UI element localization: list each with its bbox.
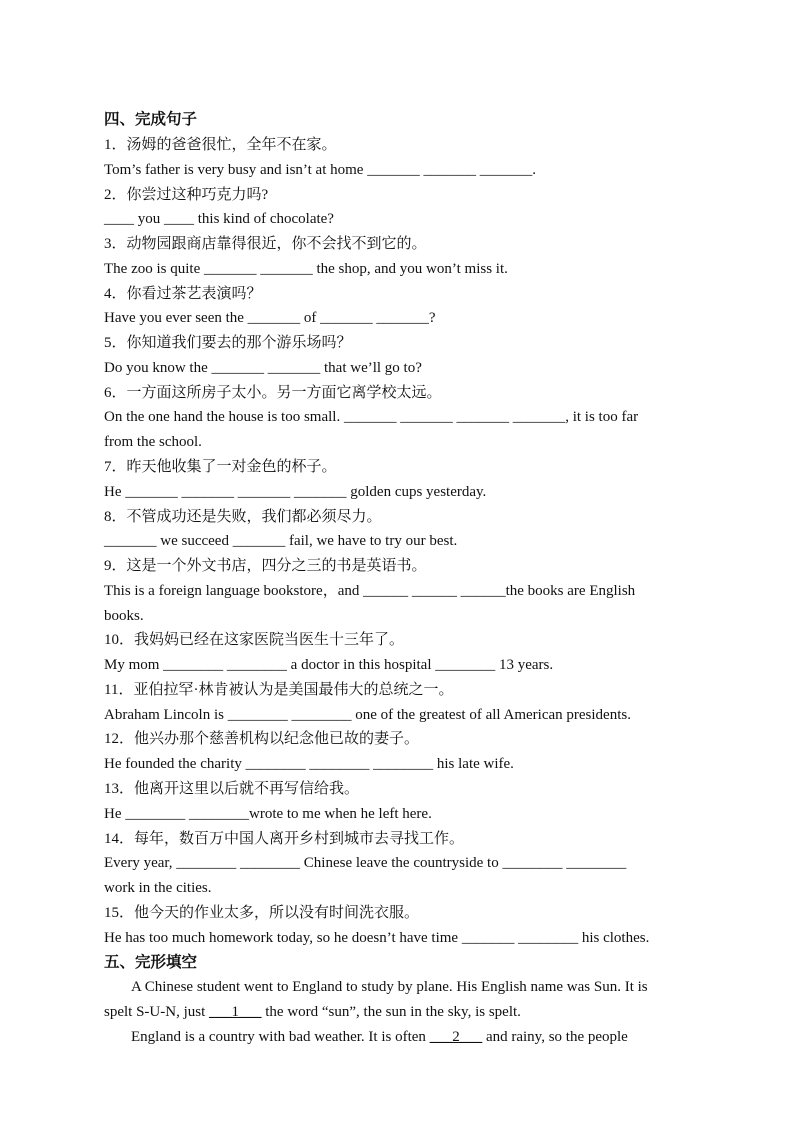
cloze-text: England is a country with bad weather. It is often	[131, 1029, 430, 1045]
cloze-blank-1: ___1___	[209, 1004, 262, 1020]
cloze-paragraph-1-line-1: A Chinese student went to England to study by plane. His English name was Sun. It is	[131, 979, 648, 995]
cloze-paragraph-2-line-1	[131, 1027, 628, 1047]
question-4-english: Have you ever seen the _______ of _______ _______?	[104, 310, 436, 326]
question-2-english: ____ you ____ this kind of chocolate?	[104, 211, 334, 227]
question-5-chinese: 5．你知道我们要去的那个游乐场吗？	[104, 335, 352, 351]
question-5-english: Do you know the _______ _______ that we’ll go to?	[104, 360, 422, 376]
question-11-chinese: 11．亚伯拉罕·林肯被认为是美国最伟大的总统之一。	[104, 682, 454, 698]
question-2-chinese: 2．你尝过这种巧克力吗?	[104, 187, 269, 203]
cloze-text: and rainy, so the people	[482, 1029, 628, 1045]
question-10-english: My mom ________ ________ a doctor in this hospital ________ 13 years.	[104, 657, 554, 673]
cloze-paragraph-1-line-2	[104, 1002, 521, 1022]
question-13-chinese: 13．他离开这里以后就不再写信给我。	[104, 781, 360, 797]
question-1-english: Tom’s father is very busy and isn’t at home _______ _______ _______.	[104, 162, 536, 178]
question-14-english-cont: work in the cities.	[104, 880, 212, 896]
cloze-blank-2: ___2___	[429, 1029, 483, 1045]
question-15-chinese: 15．他今天的作业太多，所以没有时间洗衣服。	[104, 905, 420, 921]
question-7-chinese: 7．昨天他收集了一对金色的杯子。	[104, 459, 337, 475]
question-3-english: The zoo is quite _______ _______ the shop, and you won’t miss it.	[104, 261, 508, 277]
question-8-chinese: 8．不管成功还是失败，我们都必须尽力。	[104, 509, 382, 525]
question-12-english: He founded the charity ________ ________ ________ his late wife.	[104, 756, 514, 772]
question-9-chinese: 9．这是一个外文书店，四分之三的书是英语书。	[104, 558, 427, 574]
question-9-english: This is a foreign language bookstore，and ______ ______ ______the books are English	[104, 583, 636, 599]
question-6-chinese: 6．一方面这所房子太小。另一方面它离学校太远。	[104, 385, 442, 401]
question-6-english: On the one hand the house is too small. _______ _______ _______ _______, it is too far	[104, 409, 639, 425]
question-9-english-cont: books.	[104, 608, 144, 624]
question-7-english: He _______ _______ _______ _______ golden cups yesterday.	[104, 484, 487, 500]
cloze-text: spelt S-U-N, just	[104, 1004, 209, 1020]
question-14-chinese: 14．每年，数百万中国人离开乡村到城市去寻找工作。	[104, 831, 465, 847]
question-10-chinese: 10．我妈妈已经在这家医院当医生十三年了。	[104, 632, 405, 648]
question-13-english: He ________ ________wrote to me when he left here.	[104, 806, 432, 822]
question-14-english: Every year, ________ ________ Chinese leave the countryside to ________ ________	[104, 855, 627, 871]
question-8-english: _______ we succeed _______ fail, we have to try our best.	[104, 533, 458, 549]
question-6-english-cont: from the school.	[104, 434, 202, 450]
section-four-heading: 四、完成句子	[104, 111, 198, 128]
question-3-chinese: 3．动物园跟商店靠得很近，你不会找不到它的。	[104, 236, 427, 252]
section-five-heading: 五、完形填空	[104, 954, 198, 971]
question-12-chinese: 12．他兴办那个慈善机构以纪念他已故的妻子。	[104, 731, 420, 747]
question-11-english: Abraham Lincoln is ________ ________ one of the greatest of all American presidents.	[104, 707, 631, 723]
question-1-chinese: 1．汤姆的爸爸很忙，全年不在家。	[104, 137, 337, 153]
cloze-text: the word “sun”, the sun in the sky, is spelt.	[261, 1004, 521, 1020]
question-15-english: He has too much homework today, so he doesn’t have time _______ ________ his clothes.	[104, 930, 650, 946]
question-4-chinese: 4．你看过茶艺表演吗？	[104, 286, 262, 302]
